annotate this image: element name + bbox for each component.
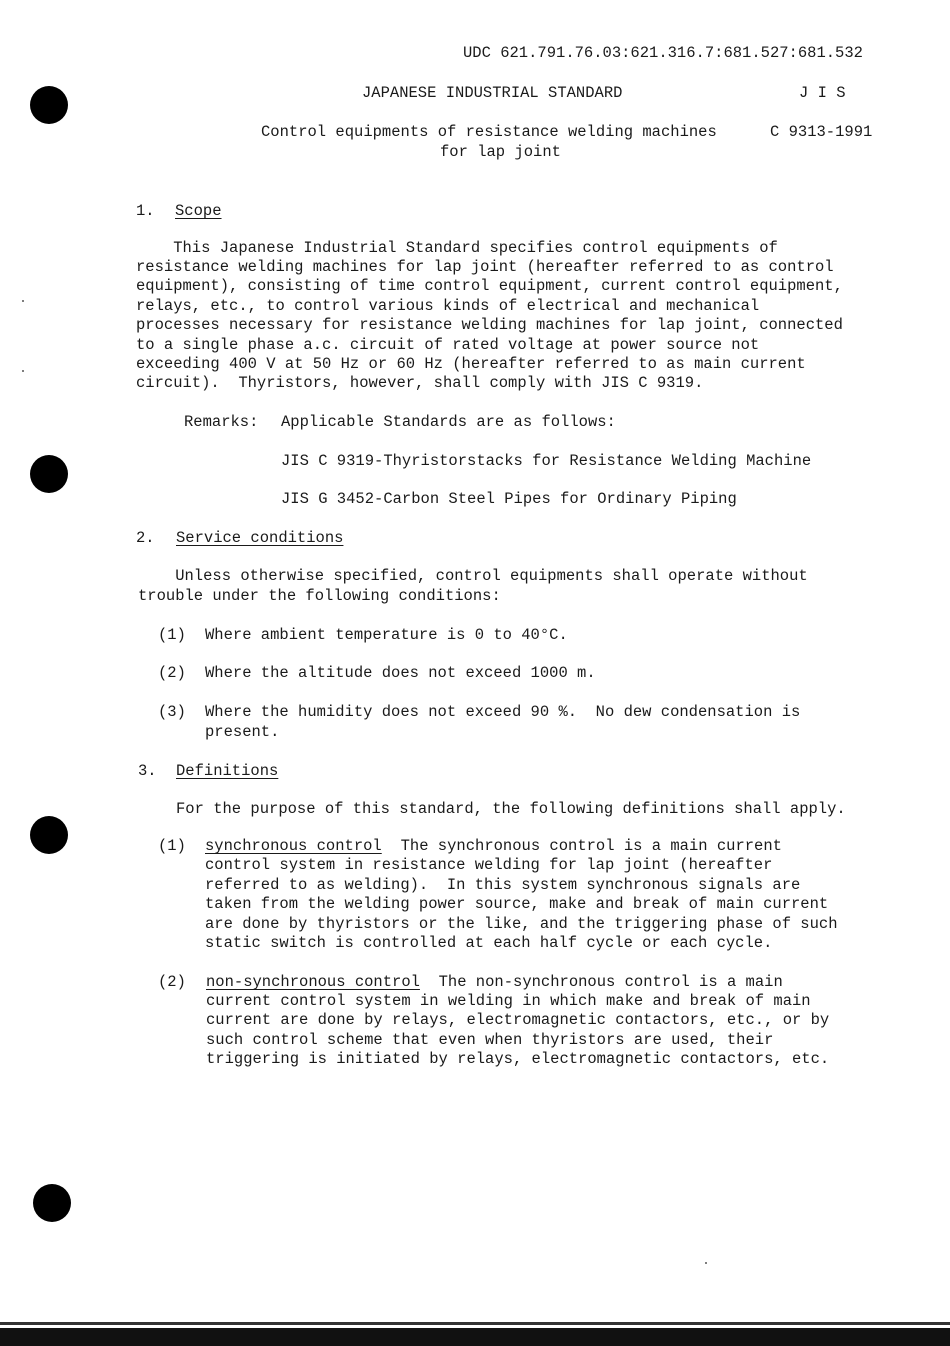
scan-speck [22,370,24,372]
definition-term: non-synchronous control [206,973,420,991]
section-1-number: 1. [136,202,155,220]
paragraph-line: equipment), consisting of time control equipment, current control equipment, [136,277,843,295]
binder-hole-4 [33,1184,71,1222]
section-2-heading: Service conditions [176,529,344,547]
paragraph-line: processes necessary for resistance welding machines for lap joint, connected [136,316,843,334]
binder-hole-3 [30,816,68,854]
document-title-line-2: for lap joint [440,143,561,161]
paragraph-line: to a single phase a.c. circuit of rated voltage at power source not [136,336,760,354]
document-number: C 9313-1991 [770,123,873,141]
list-item-number: (3) [158,703,186,721]
definition-text: current control system in welding in which make and break of main [206,992,811,1010]
definition-text: control system in resistance welding for lap joint (hereafter [205,856,773,874]
definition-text: The non-synchronous control is a main [420,973,783,991]
scan-speck [705,1262,707,1264]
definition-text: are done by thyristors or the like, and the triggering phase of such [205,915,838,933]
definition-text: such control scheme that even when thyristors are used, their [206,1031,774,1049]
section-1-heading: Scope [175,202,222,220]
list-item-text: Where the altitude does not exceed 1000 m. [205,664,596,682]
paragraph-line: circuit). Thyristors, however, shall comply with JIS C 9319. [136,374,704,392]
binder-hole-2 [30,455,68,493]
scan-bottom-edge [0,1328,950,1346]
scan-speck [22,300,24,302]
definitions-intro: For the purpose of this standard, the following definitions shall apply. [176,800,846,818]
definition-text: The synchronous control is a main current [382,837,782,855]
paragraph-line: resistance welding machines for lap joint (hereafter referred to as control [136,258,834,276]
udc-code: UDC 621.791.76.03:621.316.7:681.527:681.532 [463,44,863,62]
section-2-number: 2. [136,529,155,547]
definition-number: (2) [158,973,186,991]
list-item-text: present. [205,723,280,741]
section-3-number: 3. [138,762,157,780]
applicable-standard-2: JIS G 3452-Carbon Steel Pipes for Ordinary Piping [281,490,737,508]
paragraph-line: trouble under the following conditions: [138,587,501,605]
definition-text: referred to as welding). In this system synchronous signals are [205,876,801,894]
list-item-number: (2) [158,664,186,682]
section-3-heading: Definitions [176,762,279,780]
document-title-line-1: Control equipments of resistance welding machines [261,123,717,141]
paragraph-line: exceeding 400 V at 50 Hz or 60 Hz (hereafter referred to as main current [136,355,806,373]
remarks-label: Remarks: [184,413,259,431]
standard-title: JAPANESE INDUSTRIAL STANDARD [362,84,623,102]
definition-text: taken from the welding power source, make and break of main current [205,895,829,913]
definition-text: triggering is initiated by relays, electromagnetic contactors, etc. [206,1050,830,1068]
jis-mark: J I S [799,84,846,102]
list-item-text: Where ambient temperature is 0 to 40°C. [205,626,568,644]
paragraph-line: Unless otherwise specified, control equipments shall operate without [138,567,808,585]
applicable-standard-1: JIS C 9319-Thyristorstacks for Resistance Welding Machine [281,452,812,470]
list-item-text: Where the humidity does not exceed 90 %. No dew condensation is [205,703,801,721]
binder-hole-1 [30,86,68,124]
paragraph-line: relays, etc., to control various kinds of electrical and mechanical [136,297,760,315]
scan-edge-line [0,1322,950,1325]
definition-text: static switch is controlled at each half cycle or each cycle. [205,934,773,952]
list-item-number: (1) [158,626,186,644]
definition-text: current are done by relays, electromagnetic contactors, etc., or by [206,1011,830,1029]
definition-term: synchronous control [205,837,382,855]
paragraph-line: This Japanese Industrial Standard specifies control equipments of [136,239,778,257]
remarks-text: Applicable Standards are as follows: [281,413,616,431]
definition-number: (1) [158,837,186,855]
